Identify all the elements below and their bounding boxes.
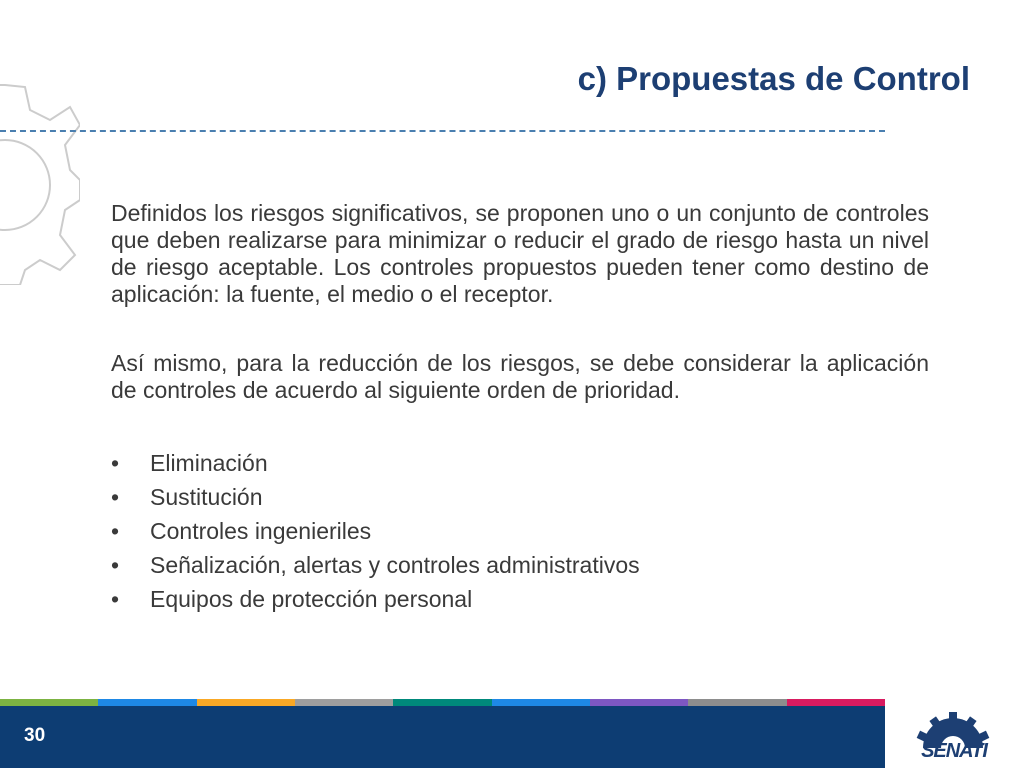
stripe-segment — [197, 699, 295, 706]
list-item — [111, 514, 929, 548]
stripe-segment — [0, 699, 98, 706]
list-item — [111, 548, 929, 582]
list-item-label: Equipos de protección personal — [150, 586, 473, 612]
bullet-icon: • — [111, 586, 120, 612]
list-item-label: Eliminación — [150, 450, 268, 476]
list-item-label: Sustitución — [150, 484, 263, 510]
bullet-icon: • — [111, 552, 120, 578]
stripe-segment — [393, 699, 491, 706]
bullet-icon: • — [111, 450, 120, 476]
title-divider — [0, 130, 885, 132]
list-item — [111, 480, 929, 514]
gear-watermark-icon — [0, 75, 80, 285]
slide-title: c) Propuestas de Control — [577, 60, 970, 97]
slide-number: 30 — [24, 725, 46, 746]
paragraph-risks-definition: Definidos los riesgos significativos, se proponen uno o un conjunto de controles que deben realizarse para minimizar o reducir el grado de riesgo hasta un nivel de riesgo aceptable. Los controles propuestos pueden tener como destino de aplicación: la fuente, el medio o el receptor. — [111, 200, 929, 307]
slide-body — [111, 200, 929, 616]
paragraph-priority-order: Así mismo, para la reducción de los riesgos, se debe considerar la aplicación de controles de acuerdo al siguiente orden de prioridad. — [111, 350, 929, 403]
logo-text: SENATI — [921, 740, 987, 762]
list-item — [111, 446, 929, 480]
stripe-segment — [295, 699, 393, 706]
stripe-segment — [688, 699, 786, 706]
stripe-segment — [98, 699, 196, 706]
list-item — [111, 582, 929, 616]
stripe-segment — [492, 699, 590, 706]
footer-color-stripe — [0, 699, 885, 706]
bullet-icon: • — [111, 484, 120, 510]
bullet-icon: • — [111, 518, 120, 544]
stripe-segment — [787, 699, 885, 706]
list-item-label: Controles ingenieriles — [150, 518, 372, 544]
footer-bar — [0, 706, 885, 768]
senati-logo — [885, 706, 1024, 768]
control-priority-list — [111, 446, 929, 616]
list-item-label: Señalización, alertas y controles administrativos — [150, 552, 640, 578]
stripe-segment — [590, 699, 688, 706]
